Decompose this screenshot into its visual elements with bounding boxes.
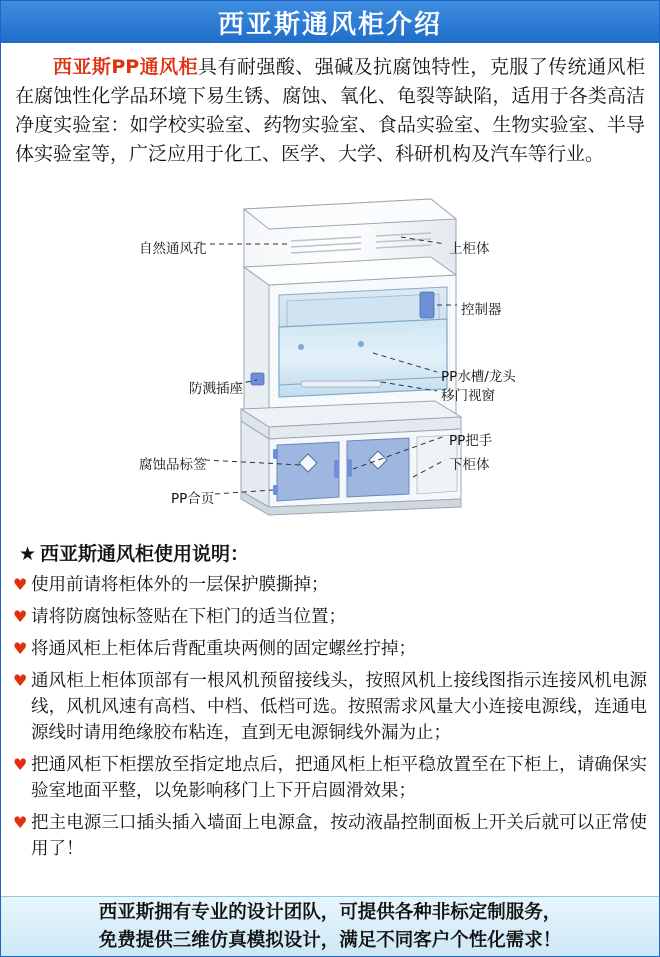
- diagram-label-pp-sink-faucet: PP水槽/龙头: [441, 369, 516, 385]
- diagram-label-pp-hinge: PP合页: [171, 491, 215, 507]
- usage-item: [13, 752, 647, 804]
- usage-item-text: 把主电源三口插头插入墙面上电源盒，按动液晶控制面板上开关后就可以正常使用了！: [31, 813, 647, 859]
- page-header: [1, 1, 659, 43]
- heart-icon: ♥: [13, 607, 28, 626]
- usage-item: [13, 636, 647, 662]
- page-title: 西亚斯通风柜介绍: [217, 9, 442, 40]
- heart-icon: ♥: [13, 575, 28, 594]
- usage-item: [13, 572, 647, 598]
- diagram-label-sliding-sash: 移门视窗: [441, 388, 495, 404]
- diagram-label-upper-cabinet: 上柜体: [449, 241, 490, 257]
- heart-icon: ♥: [13, 671, 28, 690]
- brand-name: 西亚斯PP通风柜: [53, 56, 199, 78]
- intro-paragraph: [1, 43, 659, 173]
- diagram-label-lower-cabinet: 下柜体: [449, 457, 490, 473]
- intro-text: 具有耐强酸、强碱及抗腐蚀特性，克服了传统通风柜在腐蚀性化学品环境下易生锈、腐蚀、氧化、龟裂等缺陷，适用于各类高洁净度实验室：如学校实验室、药物实验室、食品实验室、生物实验室、半导体实验室等，广泛应用于化工、医学、大学、科研机构及汽车等行业。: [15, 56, 645, 165]
- footer-line-2: 免费提供三维仿真模拟设计，满足不同客户个性化需求！: [98, 929, 562, 951]
- star-icon: ★: [19, 543, 37, 565]
- usage-item-text: 把通风柜下柜摆放至指定地点后，把通风柜上柜平稳放置至在下柜上，请确保实验室地面平整，以免影响移门上下开启圆滑效果；: [31, 755, 647, 801]
- diagram-label-pp-handle: PP把手: [449, 433, 493, 449]
- diagram-label-natural-vent: 自然通风孔: [139, 241, 207, 257]
- usage-section: [1, 527, 659, 862]
- page-footer: [1, 896, 659, 956]
- usage-item: [13, 810, 647, 862]
- usage-item-text: 通风柜上柜体顶部有一根风机预留接线头，按照风机上接线图指示连接风机电源线，风机风速有高档、中档、低档可选。按照需求风量大小连接电源线，连通电源线时请用绝缘胶布粘连，直到无电源铜线外漏为止；: [31, 671, 647, 743]
- usage-item: [13, 668, 647, 746]
- usage-item-text: 将通风柜上柜体后背配重块两侧的固定螺丝拧掉；: [31, 639, 416, 659]
- fume-hood-illustration: [1, 177, 660, 527]
- usage-item-text: 使用前请将柜体外的一层保护膜撕掉；: [31, 575, 329, 595]
- footer-line-1: 西亚斯拥有专业的设计团队，可提供各种非标定制服务，: [98, 901, 562, 923]
- usage-title: [19, 539, 647, 566]
- diagram-label-splash-socket: 防溅插座: [189, 381, 243, 397]
- heart-icon: ♥: [13, 639, 28, 658]
- usage-title-text: 西亚斯通风柜使用说明：: [40, 543, 250, 565]
- usage-item: [13, 604, 647, 630]
- heart-icon: ♥: [13, 755, 28, 774]
- diagram-label-corrosive-tag: 腐蚀品标签: [139, 457, 207, 473]
- heart-icon: ♥: [13, 813, 28, 832]
- fume-hood-diagram: [1, 177, 660, 527]
- usage-item-text: 请将防腐蚀标签贴在下柜门的适当位置；: [31, 607, 346, 627]
- diagram-label-controller: 控制器: [461, 302, 502, 318]
